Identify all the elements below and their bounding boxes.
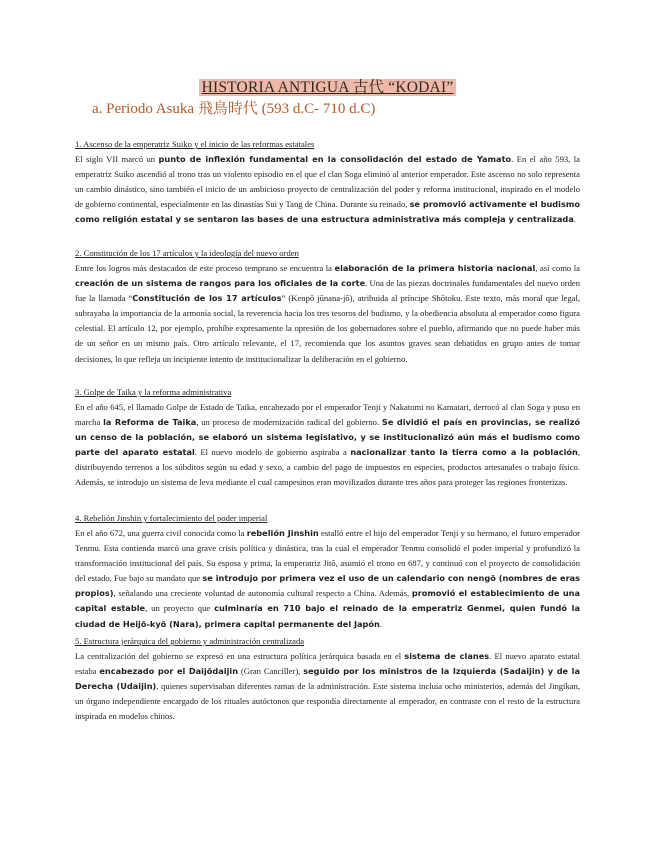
- body-text: ” (Kenpō jūnana-jō), atribuida al príncipe Shōtoku. Este texto, más moral que legal, subrayaba la importancia de la armonía social, la reverencia hacia los tres tesoros del budismo, y la obediencia absoluta al emperador como figura celestial. El artículo 12, por ejemplo, prohíbe expresamente la opresión de los gobernadores sobre el pueblo, afirmando que no puede haber más de un señor en un mismo país. Otro artículo relevante, el 17, recomienda que los asuntos graves sean debatidos en grupo antes de tomar decisiones, lo que refleja un incipiente intento de institucionalizar la deliberación en el gobierno.: [75, 293, 580, 364]
- bold-phrase: punto de inflexión fundamental en la consolidación del estado de Yamato: [158, 154, 512, 164]
- body-text: . El nuevo modelo de gobierno aspiraba a: [194, 447, 351, 458]
- section-body: [75, 649, 580, 724]
- section-heading: 3. Golpe de Taika y la reforma administrativa: [75, 387, 232, 397]
- body-text: , quienes supervisaban diferentes ramas de la administración. Este sistema incluía ocho ministerios, además del Jingikan, un órgano independiente encargado de los rituales autóctonos que respondía directamente al emperador, en contraste con el resto de la estructura inspirada en modelos chinos.: [75, 681, 580, 722]
- body-text: (Gran Canciller),: [238, 666, 304, 677]
- period-subtitle: a. Periodo Asuka 飛鳥時代 (593 d.C- 710 d.C): [92, 101, 376, 117]
- section-heading: 2. Constitución de los 17 artículos y la ideología del nuevo orden: [75, 248, 299, 258]
- body-text: , así como la: [535, 263, 580, 273]
- section-4: [75, 511, 580, 632]
- body-text: . Una de las piezas doctrinales fundamentales del nuevo orden fue la llamada “: [75, 278, 581, 304]
- section-2: [75, 246, 580, 367]
- body-text: .: [379, 618, 383, 629]
- bold-phrase: Constitución de los 17 artículos: [132, 293, 282, 304]
- section-body: [75, 152, 580, 227]
- body-text: , un proceso de modernización radical del gobierno.: [196, 417, 382, 428]
- bold-phrase: nacionalizar tanto la tierra como a la población: [350, 447, 578, 458]
- body-text: El siglo VII marcó un: [75, 154, 159, 164]
- section-body: [75, 400, 580, 491]
- bold-phrase: la Reforma de Taika: [103, 417, 197, 428]
- bold-phrase: culminaría en 710 bajo el reinado de la emperatriz Genmei, quien fundó la ciudad de Heijō-kyō (Nara), primera capital permanente del Japón: [75, 603, 580, 629]
- body-text: En el año 645, el llamado Golpe de Estado de Taika, encabezado por el emperador Tenji y Nakatomi no Kamatari, derrocó al clan Soga y puso en marcha: [75, 402, 580, 428]
- body-text: , distribuyendo terrenos a los súbditos según su edad y sexo, a cambio del pago de impuestos en especies, productos artesanales o trabajo físico. Además, se introdujo un sistema de leva mediante el cual campesinos eran movilizados durante tres años para proteger las regiones fronterizas.: [75, 447, 580, 488]
- bold-phrase: rebelión Jinshin: [246, 528, 319, 538]
- section-heading: 4. Rebelión Jinshin y fortalecimiento del poder imperial: [75, 513, 268, 523]
- body-text: . En el año 593, la emperatriz Suiko ascendió al trono tras un violento episodio en el que el clan Soga eliminó al anterior emperador. Este ascenso no solo representa un cambio dinástico, sino también el inicio de un ambicioso proyecto de centralización del poder y reforma institucional, inspirado en el modelo de gobierno continental, especialmente en las dinastías Sui y Tang de China. Durante su reinado,: [75, 154, 580, 210]
- body-text: , un proyecto que: [145, 603, 215, 614]
- body-text: Entre los logros más destacados de este proceso temprano se encuentra la: [75, 263, 335, 273]
- section-body: [75, 526, 580, 632]
- body-text: .: [573, 214, 576, 225]
- bold-phrase: encabezado por el Daijōdaijin: [99, 666, 239, 677]
- bold-phrase: elaboración de la primera historia nacional: [334, 263, 536, 273]
- body-text: En el año 672, una guerra civil conocida como la: [75, 528, 247, 538]
- body-text: La centralización del gobierno se expresó en una estructura política jerárquica basada en el: [75, 651, 405, 661]
- bold-phrase: seguido por los ministros de la Izquierda (Sadaijin) y de la Derecha (Udaijin): [75, 666, 581, 692]
- bold-phrase: sistema de clanes: [404, 651, 490, 661]
- body-text: , señalando una creciente voluntad de autonomía cultural respecto a China. Además,: [113, 588, 412, 599]
- page-title: HISTORIA ANTIGUA 古代 “KODAI”: [199, 79, 457, 96]
- bold-phrase: se promovió activamente el budismo como religión estatal y se sentaron las bases de una estructura administrativa más compleja y centralizada: [75, 199, 580, 225]
- section-5: [75, 634, 580, 724]
- bold-phrase: promovió el establecimiento de una capital estable: [75, 588, 580, 614]
- bold-phrase: se introdujo por primera vez el uso de un calendario con nengō (nombres de eras propios): [75, 573, 580, 599]
- bold-phrase: creación de un sistema de rangos para los oficiales de la corte: [75, 278, 366, 289]
- bold-phrase: Se dividió el país en provincias, se realizó un censo de la población, se elaboró un sistema legislativo, y se institucionalizó aún más el budismo como parte del aparato estatal: [75, 417, 580, 458]
- section-1: [75, 137, 580, 227]
- section-heading: 5. Estructura jerárquica del gobierno y administración centralizada: [75, 636, 305, 646]
- body-text: . El nuevo aparato estatal estaba: [75, 651, 580, 677]
- section-body: [75, 261, 580, 367]
- body-text: estalló entre el hijo del emperador Tenji y su hermano, el futuro emperador Tenmu. Esta contienda marcó una grave crisis política y dinástica, tras la cual el emperador Tenmu consolidó el poder imperial y profundizó la transformación institucional del país. Su esposa y prima, la emperatriz Jitō, asumió el trono en 687, y continuó con el proyecto de consolidación del estado. Fue bajo su mandato que: [75, 528, 580, 584]
- section-heading: 1. Ascenso de la emperatriz Suiko y el inicio de las reformas estatales: [75, 139, 315, 149]
- section-3: [75, 385, 580, 491]
